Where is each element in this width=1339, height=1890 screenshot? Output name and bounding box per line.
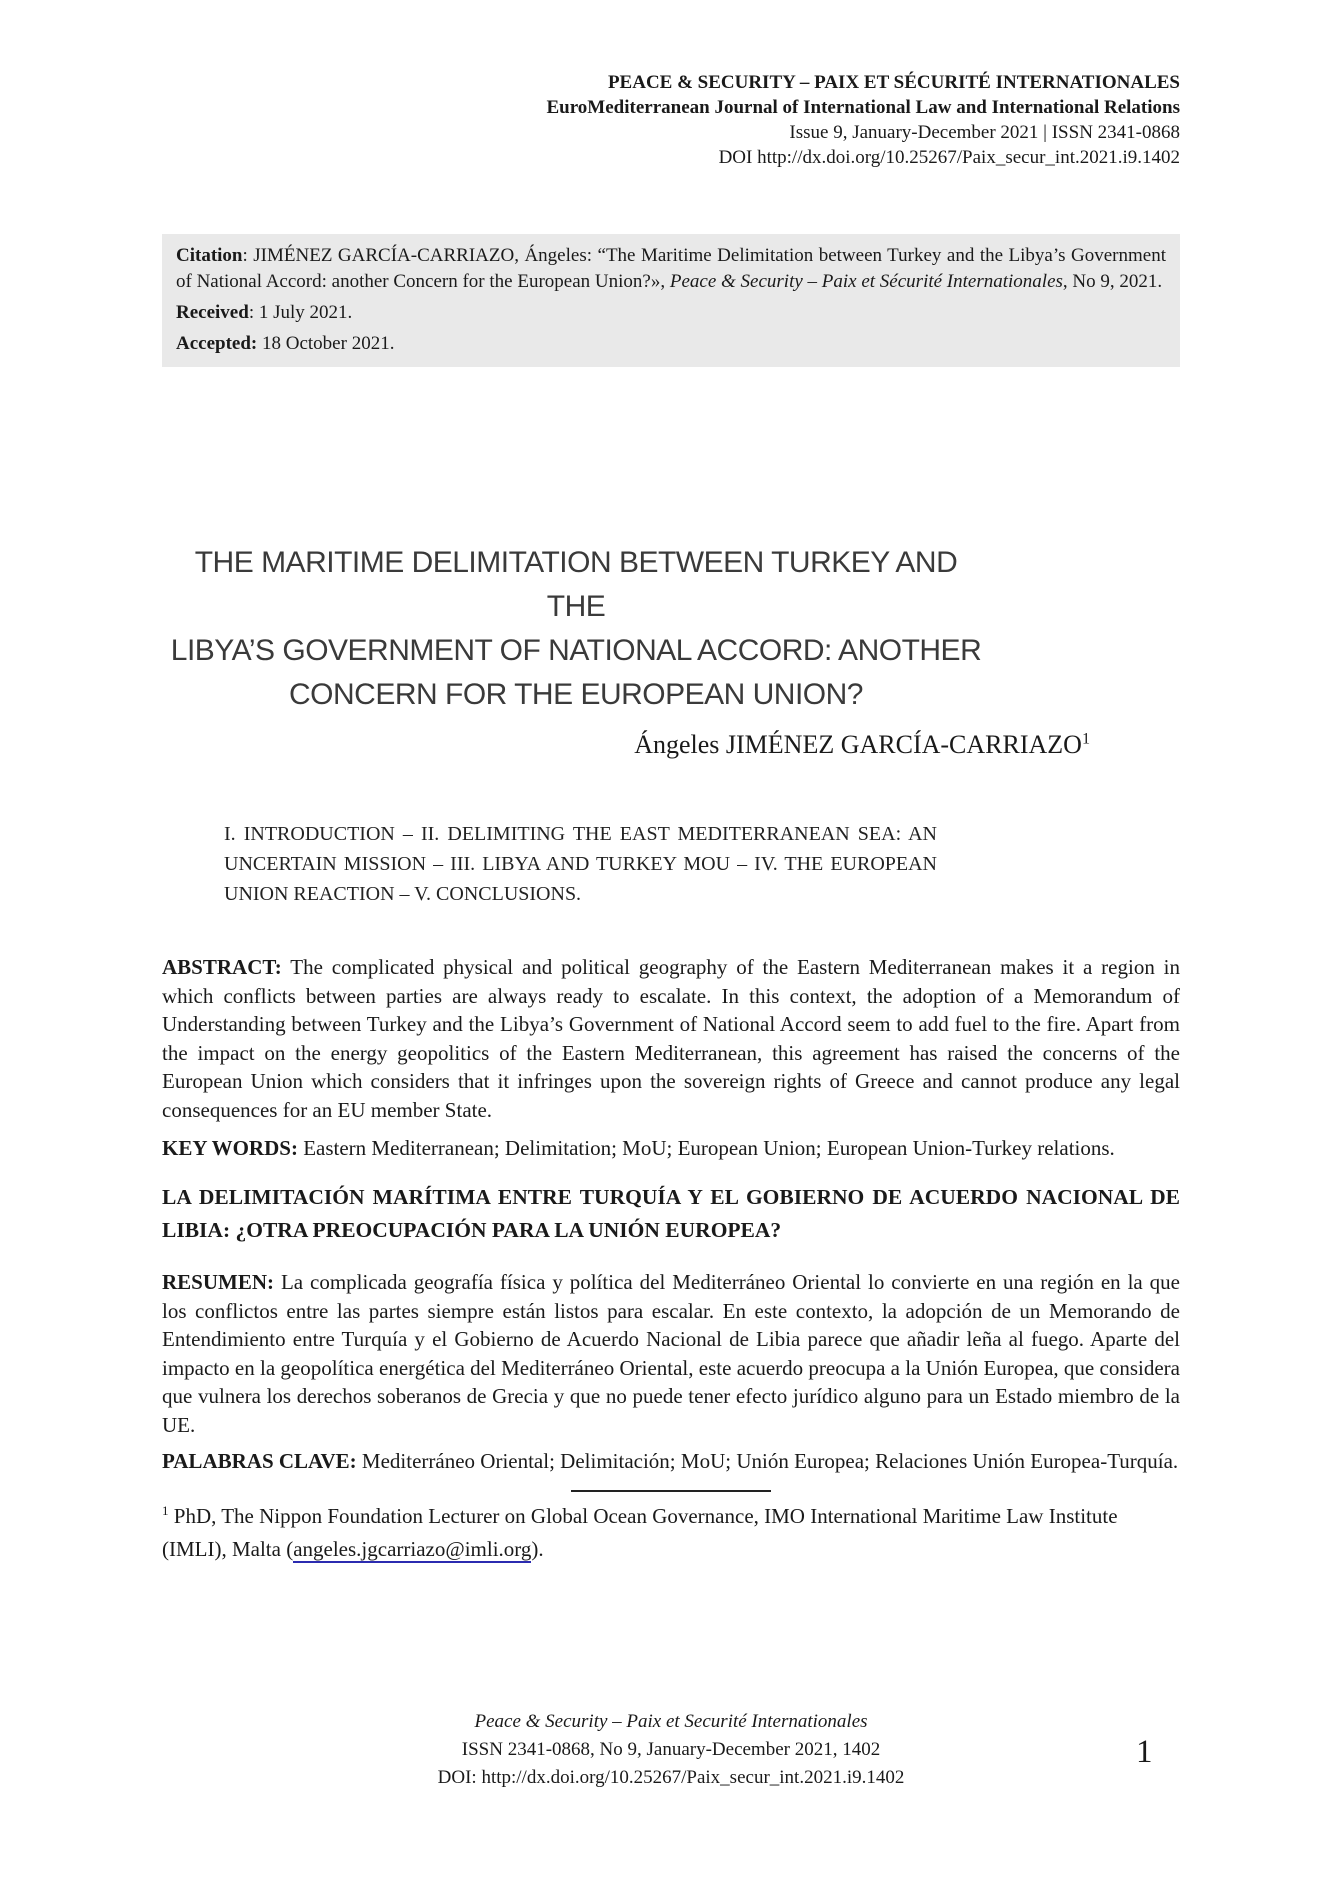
article-title-line3: CONCERN FOR THE EUROPEAN UNION? (288, 678, 863, 711)
article-title (162, 541, 990, 717)
resumen-paragraph: RESUMEN: La complicada geografía física y política del Mediterráneo Oriental lo convierte en una región en la que los conflictos entre las partes siempre están listos para escalar. En este contexto, la adopción de un Memorando de Entendimiento entre Turquía y el Gobierno de Acuerdo Nacional de Libia parece que añadir leña al fuego. Aparte del impacto en la geopolítica energética del Mediterráneo Oriental, este acuerdo preocupa a la Unión Europea, que considera que vulnera los derechos soberanos de Grecia y que no puede tener efecto jurídico alguno para un Estado miembro de la UE. (162, 1270, 1180, 1437)
journal-doi-line: DOI http://dx.doi.org/10.25267/Paix_secur_int.2021.i9.1402 (718, 147, 1180, 168)
footer-issn-line: ISSN 2341-0868, No 9, January-December 2021, 1402 (461, 1739, 881, 1760)
page-content (162, 0, 1180, 1587)
author-footnote-ref: 1 (1081, 730, 1090, 748)
keywords-paragraph: KEY WORDS: Eastern Mediterranean; Delimitation; MoU; European Union; European Union-Turkey relations. (162, 1136, 1115, 1160)
abstract-label: ABSTRACT: (162, 955, 282, 979)
author-name: Ángeles JIMÉNEZ GARCÍA-CARRIAZO (634, 730, 1082, 759)
footnote-separator (571, 1490, 771, 1492)
citation-text: Citation: JIMÉNEZ GARCÍA-CARRIAZO, Ángeles: “The Maritime Delimitation between Turkey and the Libya’s Government of National Accord: another Concern for the European Union?», Peace & Security – Paix et Sécurité Internationales, No 9, 2021. (176, 245, 1166, 292)
page-footer (162, 1708, 1180, 1792)
article-outline: I. INTRODUCTION – II. DELIMITING THE EAST MEDITERRANEAN SEA: AN UNCERTAIN MISSION – III. LIBYA AND TURKEY MOU – IV. THE EUROPEAN UNION REACTION – V. CONCLUSIONS. (224, 823, 937, 905)
resumen-label: RESUMEN: (162, 1270, 275, 1294)
author-email-link[interactable]: angeles.jgcarriazo@imli.org (293, 1536, 532, 1561)
citation-box (162, 234, 1180, 367)
author-line (162, 727, 1180, 763)
page-number: 1 (1136, 1734, 1153, 1770)
palabras-clave-label: PALABRAS CLAVE: (162, 1449, 357, 1473)
received-line: Received: 1 July 2021. (176, 302, 353, 323)
citation-journal-italic: Peace & Security – Paix et Sécurité Internationales (669, 271, 1063, 292)
spanish-title: LA DELIMITACIÓN MARÍTIMA ENTRE TURQUÍA Y EL GOBIERNO DE ACUERDO NACIONAL DE LIBIA: ¿OTRA PREOCUPACIÓN PARA LA UNIÓN EUROPEA? (162, 1184, 1180, 1242)
journal-header (162, 0, 1180, 170)
palabras-clave-paragraph: PALABRAS CLAVE: Mediterráneo Oriental; Delimitación; MoU; Unión Europea; Relaciones Unión Europea-Turquía. (162, 1449, 1179, 1473)
journal-subtitle-line: EuroMediterranean Journal of International Law and International Relations (546, 97, 1180, 118)
journal-issue-line: Issue 9, January-December 2021 | ISSN 2341-0868 (789, 122, 1180, 143)
journal-name-line: PEACE & SECURITY – PAIX ET SÉCURITÉ INTERNATIONALES (607, 72, 1180, 93)
abstract-paragraph: ABSTRACT: The complicated physical and political geography of the Eastern Mediterranean makes it a region in which conflicts between parties are always ready to escalate. In this context, the adoption of a Memorandum of Understanding between Turkey and the Libya’s Government of National Accord seem to add fuel to the fire. Apart from the impact on the energy geopolitics of the Eastern Mediterranean, this agreement has raised the concerns of the European Union which considers that it infringes upon the sovereign rights of Greece and cannot produce any legal consequences for an EU member State. (162, 955, 1180, 1122)
footer-journal-name: Peace & Security – Paix et Securité Internationales (474, 1711, 868, 1732)
footnote: $^1$ PhD, The Nippon Foundation Lecturer on Global Ocean Governance, IMO International Maritime Law Institute (IMLI), Malta (angeles.jgcarriazo@imli.org). (162, 1502, 1118, 1561)
footnote-ref: 1 (162, 1502, 169, 1518)
article-title-line1: THE MARITIME DELIMITATION BETWEEN TURKEY AND THE (194, 546, 958, 623)
accepted-line: Accepted: 18 October 2021. (176, 333, 395, 354)
citation-label: Citation (176, 245, 243, 266)
keywords-label: KEY WORDS: (162, 1136, 298, 1160)
article-title-line2: LIBYA’S GOVERNMENT OF NATIONAL ACCORD: ANOTHER (170, 634, 982, 667)
footer-doi-line: DOI: http://dx.doi.org/10.25267/Paix_secur_int.2021.i9.1402 (437, 1767, 905, 1788)
